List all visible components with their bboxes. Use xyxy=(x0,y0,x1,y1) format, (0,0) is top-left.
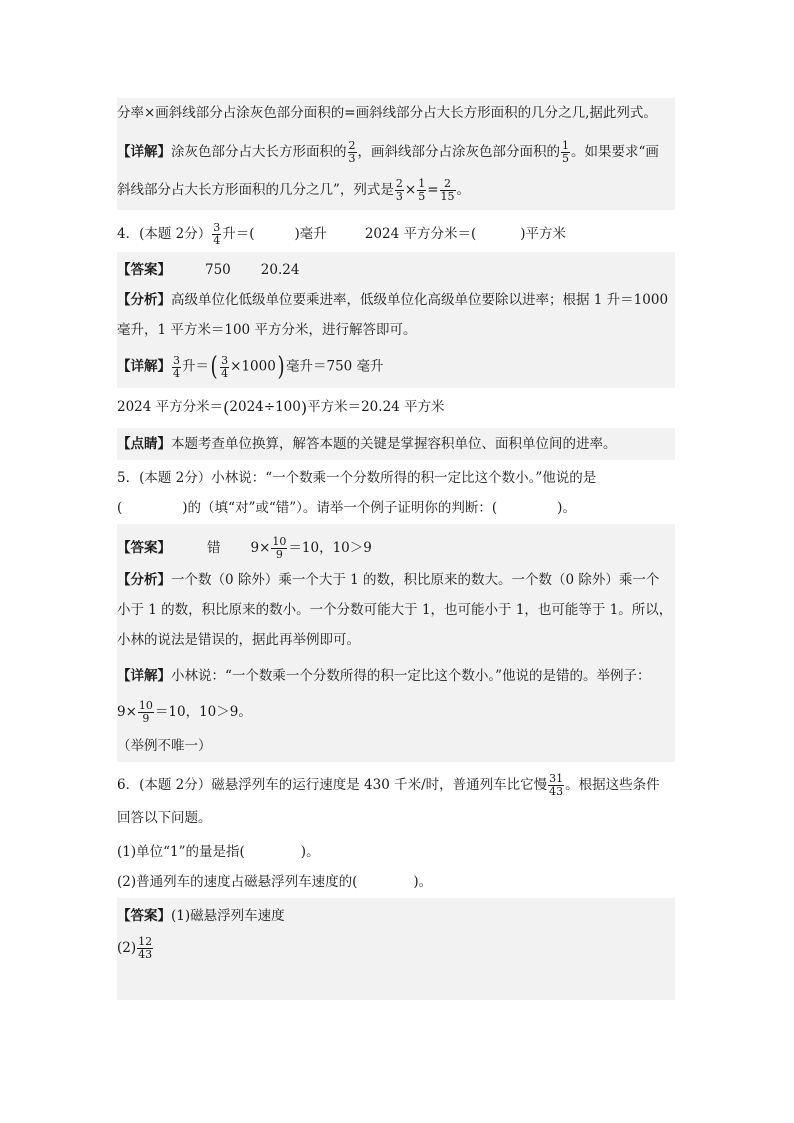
q3-line1: 分率×画斜线部分占涂灰色部分面积的=画斜线部分占大长方形面积的几分之几,据此列式。 xyxy=(117,105,657,121)
q6-question-line2: 回答以下问题。 xyxy=(117,810,212,826)
fraction: $\frac{3}{4}$ xyxy=(173,353,180,380)
q3-solution-block xyxy=(117,98,675,210)
q6-answer-1: 【答案】(1)磁悬浮列车速度 xyxy=(117,908,285,924)
q4-answer: 【答案】 750 20.24 xyxy=(117,262,300,278)
q4-detail-1: 【详解】 $\frac{3}{4}$ 升＝( $\frac{3}{4}$ ×1000) 毫升＝750 毫升 xyxy=(117,352,384,382)
q5-analysis-2: 小于 1 的数，积比原来的数小。一个分数可能大于 1，也可能小于 1，也可能等于 1。所以， xyxy=(117,602,673,618)
q4-solution-block xyxy=(117,252,675,388)
q6-sub2: (2)普通列车的速度占磁悬浮列车速度的( )。 xyxy=(117,874,433,890)
q5-analysis-3: 小林的说法是错误的，据此再举例即可。 xyxy=(117,632,360,648)
q4-detail-2: 2024 平方分米＝(2024÷100)平方米＝20.24 平方米 xyxy=(117,397,445,417)
fraction: $\frac{1}{5}$ xyxy=(418,177,426,203)
fraction: $\frac{12}{43}$ xyxy=(138,935,153,961)
q5-detail-1: 【详解】小林说：“一个数乘一个分数所得的积一定比这个数小。”他说的是错的。举例子： xyxy=(117,668,651,684)
fraction: $\frac{1}{5}$ xyxy=(562,139,569,165)
q5-solution-block xyxy=(117,524,675,762)
q3-detail-line1: 【详解】涂灰色部分占大长方形面积的 $\frac{2}{3}$ ，画斜线部分占涂灰色部分面积的 $\frac{1}{5}$ 。如果要求“画 xyxy=(117,139,659,165)
q4-analysis-1: 【分析】高级单位化低级单位要乘进率，低级单位化高级单位要除以进率；根据 1 升＝1000 xyxy=(117,292,669,308)
q5-question-line2: ( )的（填“对”或“错”）。请举一个例子证明你的判断：( )。 xyxy=(117,500,576,516)
fraction: $\frac{2}{3}$ xyxy=(348,139,356,165)
fraction: $\frac{3}{4}$ xyxy=(213,221,221,247)
fraction: $\frac{10}{9}$ xyxy=(138,699,153,725)
q4-tip-block xyxy=(117,428,675,460)
q6-solution-block xyxy=(117,898,675,1000)
q6-question-line1: 6．(本题 2分）磁悬浮列车的运行速度是 430 千米/时，普通列车比它慢 $\frac{31}{43}$ 。根据这些条件 xyxy=(117,772,660,798)
q4-detail-line2-block xyxy=(117,392,675,422)
q5-answer: 【答案】 错 9× $\frac{10}{9}$ ＝10，10＞9 xyxy=(117,535,372,561)
q5-note: （举例不唯一） xyxy=(117,738,212,754)
fraction: $\frac{10}{9}$ xyxy=(272,535,287,561)
q3-detail-label: 【详解】 xyxy=(117,144,171,160)
q4-analysis-2: 毫升，1 平方米＝100 平方分米，进行解答即可。 xyxy=(117,322,417,338)
q6-answer-2: (2) $\frac{12}{43}$ xyxy=(117,935,153,961)
fraction: $\frac{3}{4}$ xyxy=(221,353,229,380)
fraction: $\frac{2}{3}$ xyxy=(395,177,403,203)
q3-detail-line2: 斜线部分占大长方形面积的几分之几”，列式是 $\frac{2}{3}$ × $\frac{1}{5}$ = $\frac{2}{15}$ 。 xyxy=(117,177,471,203)
q4-question: 4．(本题 2分） $\frac{3}{4}$ 升＝( )毫升 2024 平方分米＝( )平方米 xyxy=(117,221,567,247)
fraction: $\frac{2}{15}$ xyxy=(440,177,455,203)
q5-analysis-1: 【分析】一个数（0 除外）乘一个大于 1 的数，积比原来的数大。一个数（0 除外）乘一个 xyxy=(117,572,660,588)
fraction: $\frac{31}{43}$ xyxy=(549,772,564,798)
q5-question-line1: 5．(本题 2分）小林说：“一个数乘一个分数所得的积一定比这个数小。”他说的是 xyxy=(117,470,597,486)
q6-sub1: (1)单位“1”的量是指( )。 xyxy=(117,844,320,860)
q5-detail-2: 9× $\frac{10}{9}$ ＝10，10＞9。 xyxy=(117,699,252,725)
q4-tip: 【点睛】本题考查单位换算，解答本题的关键是掌握容积单位、面积单位间的进率。 xyxy=(117,436,617,452)
